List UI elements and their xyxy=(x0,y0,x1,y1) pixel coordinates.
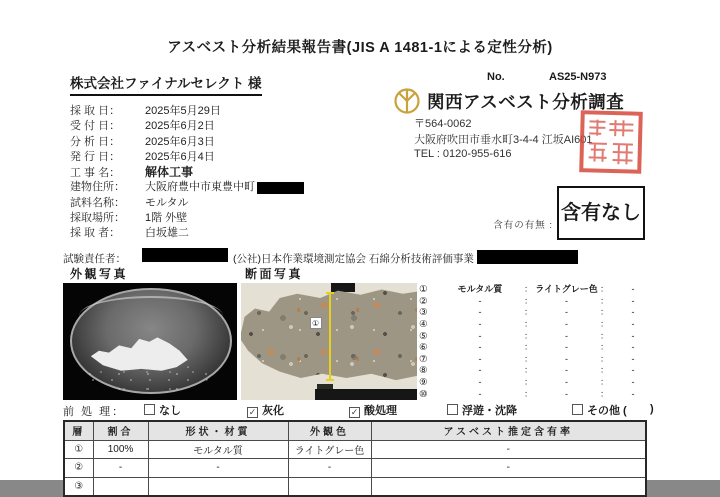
lab-telephone: TEL : 0120-955-616 xyxy=(414,148,512,160)
test-manager-label: 試験責任者： xyxy=(63,253,126,265)
header-layer: 層 xyxy=(64,421,93,440)
layer-material: モルタル質 xyxy=(457,284,503,294)
analysis-result-table xyxy=(63,420,647,497)
layer-material: - xyxy=(478,342,482,353)
separator: ： xyxy=(524,318,534,329)
separator: ： xyxy=(524,307,534,318)
clamp-bar-top xyxy=(331,283,356,292)
redaction-box xyxy=(142,248,228,262)
separator: ： xyxy=(600,284,610,294)
observation-row xyxy=(419,389,657,401)
layer-number: ⑤ xyxy=(419,330,428,342)
client-name: 株式会社ファイナルセレクト 様 xyxy=(70,72,262,96)
cell-rate: - xyxy=(371,459,646,478)
layer-color: - xyxy=(565,342,568,353)
lab-postal-code: 〒564-0062 xyxy=(414,118,472,130)
cell-material xyxy=(148,477,288,496)
info-row-analysis-date xyxy=(70,135,390,150)
separator: ： xyxy=(600,330,610,341)
cell-layer: ③ xyxy=(64,477,93,496)
observation-row xyxy=(419,319,657,331)
cell-ratio: - xyxy=(93,459,148,478)
layer-color: ライトグレー色 xyxy=(535,284,598,294)
layer-color: - xyxy=(565,365,568,376)
observation-row xyxy=(419,296,657,308)
cell-color: ライトグレー色 xyxy=(288,440,371,459)
layer-color: - xyxy=(565,307,568,318)
separator: ： xyxy=(600,365,610,376)
lab-address: 大阪府吹田市垂水町3-4-4 江坂AI601 xyxy=(414,134,593,146)
header-ratio: 割合 xyxy=(93,421,148,440)
observation-row xyxy=(419,331,657,343)
observation-row xyxy=(419,342,657,354)
option-label: なし xyxy=(159,405,181,417)
layer-number: ④ xyxy=(419,318,428,330)
table-row xyxy=(64,459,646,478)
separator: ： xyxy=(524,295,534,306)
layer-content: - xyxy=(631,318,635,329)
cell-material: - xyxy=(148,459,288,478)
info-row-sampling-place xyxy=(70,211,390,226)
checkbox-acid[interactable]: ✓ xyxy=(350,407,359,417)
cell-rate: - xyxy=(371,440,646,459)
info-row-issue-date xyxy=(70,150,390,165)
cell-ratio: 100% xyxy=(93,440,148,459)
layer-number: ⑧ xyxy=(419,365,428,377)
layer-material: - xyxy=(478,330,482,341)
report-no-label: No. xyxy=(487,71,505,83)
field-value: 2025年5月29日 xyxy=(145,105,221,117)
lab-name: 関西アスベスト分析調査 xyxy=(427,92,625,112)
field-label: 工 事 名： xyxy=(70,167,121,180)
field-label: 採 取 日： xyxy=(70,105,121,117)
report-title: アスベスト分析結果報告書(JIS A 1481-1による定性分析) xyxy=(167,40,553,56)
option-label: 酸処理 xyxy=(364,405,397,417)
layer-material: - xyxy=(478,307,482,318)
redaction-box xyxy=(477,250,578,264)
layer-content: - xyxy=(631,353,635,364)
table-header-row xyxy=(64,421,646,440)
layer-content: - xyxy=(631,307,635,318)
separator: ： xyxy=(600,318,610,329)
lab-seal-stamp xyxy=(578,109,644,175)
layer-marker: ① xyxy=(310,317,322,329)
scale-line xyxy=(329,292,331,381)
layer-number: ⑨ xyxy=(419,377,428,389)
field-value: 解体工事 xyxy=(145,165,194,180)
layer-material: - xyxy=(478,295,482,306)
field-label: 発 行 日： xyxy=(70,150,121,163)
header-asbestos-rate: アスベスト推定含有率 xyxy=(371,421,646,440)
cell-ratio xyxy=(93,477,148,496)
option-label: 灰化 xyxy=(262,405,284,417)
layer-content: - xyxy=(631,388,635,399)
checkbox-other[interactable] xyxy=(572,404,583,415)
exterior-photo-label: 外観写真 xyxy=(70,267,129,281)
cell-layer: ① xyxy=(64,440,93,459)
separator: ： xyxy=(524,388,534,399)
separator: ： xyxy=(524,353,534,364)
exterior-photo xyxy=(63,283,237,400)
info-row-building-address xyxy=(70,180,390,195)
layer-material: - xyxy=(478,365,482,376)
observation-row xyxy=(419,284,657,296)
pretreatment-option-none xyxy=(144,402,181,418)
observation-row xyxy=(419,377,657,389)
option-label: 浮遊・沈降 xyxy=(462,405,517,417)
layer-number: ⑦ xyxy=(419,353,428,365)
layer-material: - xyxy=(478,388,482,399)
checkbox-none[interactable] xyxy=(144,404,155,415)
field-value: 1階 外壁 xyxy=(145,212,188,225)
observation-row xyxy=(419,354,657,366)
result-presence-value: 含有なし xyxy=(557,186,645,240)
field-label: 受 付 日： xyxy=(70,120,121,133)
separator: ： xyxy=(600,388,610,399)
pretreatment-option-ashing xyxy=(247,402,284,418)
separator: ： xyxy=(600,295,610,306)
layer-number: ⑩ xyxy=(419,388,428,400)
redaction-box xyxy=(257,182,304,194)
pretreatment-label: 前 処 理： xyxy=(63,406,126,418)
layer-color: - xyxy=(565,295,568,306)
cell-color: - xyxy=(288,459,371,478)
cross-section-photo-label: 断面写真 xyxy=(245,267,304,281)
field-label: 採 取 者： xyxy=(70,227,121,240)
layer-number: ① xyxy=(419,284,428,295)
separator: ： xyxy=(600,377,610,388)
observation-row xyxy=(419,307,657,319)
separator: ： xyxy=(600,342,610,353)
field-label: 建物住所： xyxy=(70,181,125,194)
info-row-project-name xyxy=(70,165,390,180)
cell-material: モルタル質 xyxy=(148,440,288,459)
pretreatment-option-acid xyxy=(349,402,397,418)
pretreatment-option-flotation xyxy=(447,402,517,418)
separator: ： xyxy=(524,377,534,388)
layer-material: - xyxy=(478,353,482,364)
checkbox-ashing[interactable]: ✓ xyxy=(248,407,257,417)
info-row-sample-name xyxy=(70,196,390,211)
field-value: モルタル xyxy=(145,196,189,209)
separator: ： xyxy=(600,307,610,318)
table-row xyxy=(64,477,646,496)
separator: ： xyxy=(524,365,534,376)
cell-rate xyxy=(371,477,646,496)
checkbox-flotation[interactable] xyxy=(447,404,458,415)
layer-content: - xyxy=(631,284,635,294)
field-value: 白坂雄二 xyxy=(145,227,189,240)
other-close-paren: ) xyxy=(650,403,654,415)
result-presence-label: 含有の有無 : xyxy=(493,220,553,231)
info-row-receipt-date xyxy=(70,119,390,134)
separator: ： xyxy=(524,330,534,341)
field-label: 採取場所： xyxy=(70,212,125,225)
sample-info-list xyxy=(70,104,390,242)
option-label: その他 ( xyxy=(587,405,627,417)
observation-row xyxy=(419,365,657,377)
field-label: 試料名称： xyxy=(70,196,125,209)
layer-number: ⑥ xyxy=(419,342,428,354)
layer-content: - xyxy=(631,377,635,388)
cell-color xyxy=(288,477,371,496)
field-value: 大阪府豊中市東豊中町 xyxy=(145,181,255,194)
cell-layer: ② xyxy=(64,459,93,478)
layer-color: - xyxy=(565,388,568,399)
separator: ： xyxy=(524,342,534,353)
separator: ： xyxy=(524,284,534,294)
layer-content: - xyxy=(631,365,635,376)
layer-color: - xyxy=(565,377,568,388)
clamp-bar-bottom xyxy=(315,389,417,400)
info-row-sampler xyxy=(70,226,390,241)
report-no-value: AS25-N973 xyxy=(549,71,607,83)
certification-org: (公社)日本作業環境測定協会 石綿分析技術評価事業 xyxy=(233,253,474,265)
separator: ： xyxy=(600,353,610,364)
header-material: 形状・材質 xyxy=(148,421,288,440)
table-row xyxy=(64,440,646,459)
pretreatment-row xyxy=(63,402,663,418)
layer-color: - xyxy=(565,353,568,364)
layer-observation-list xyxy=(419,284,657,400)
field-value: 2025年6月4日 xyxy=(145,150,215,163)
lab-logo-icon xyxy=(393,87,421,115)
info-row-sampling-date xyxy=(70,104,390,119)
dish-rim-highlight xyxy=(79,296,223,336)
layer-material: - xyxy=(478,318,482,329)
pretreatment-option-other xyxy=(572,402,627,418)
layer-number: ③ xyxy=(419,307,428,319)
layer-color: - xyxy=(565,330,568,341)
field-value: 2025年6月3日 xyxy=(145,135,215,148)
layer-number: ② xyxy=(419,295,428,307)
field-value: 2025年6月2日 xyxy=(145,120,215,133)
header-color: 外観色 xyxy=(288,421,371,440)
layer-content: - xyxy=(631,295,635,306)
layer-material: - xyxy=(478,377,482,388)
layer-content: - xyxy=(631,330,635,341)
field-label: 分 析 日： xyxy=(70,135,121,148)
layer-color: - xyxy=(565,318,568,329)
layer-content: - xyxy=(631,342,635,353)
cross-section-photo xyxy=(241,283,417,400)
